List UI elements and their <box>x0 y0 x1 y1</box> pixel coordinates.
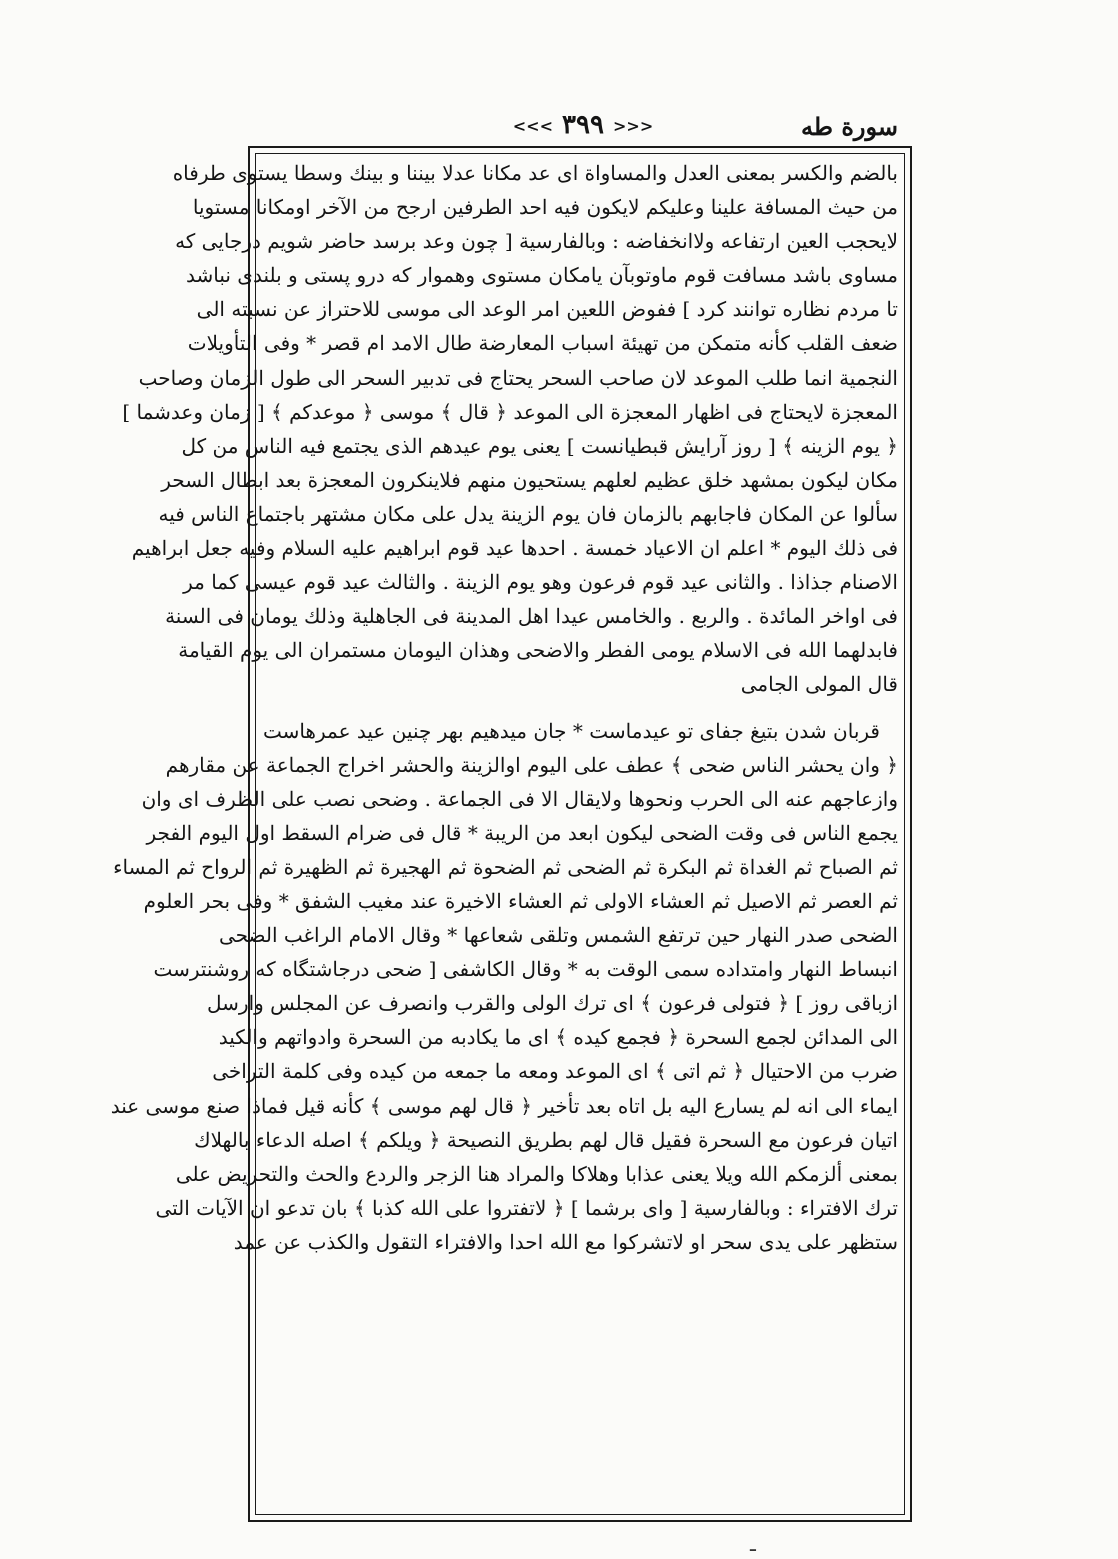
text-line: سألوا عن المكان فاجابهم بالزمان فان يوم الزينة يدل على مكان مشتهر باجتماع الناس فيه <box>158 501 898 526</box>
page-number: ٣٩٩ <box>562 110 604 140</box>
text-line: مساوى باشد مسافت قوم ماوتوبآن يامكان مستوى وهموار كه درو پستى و بلندى نباشد <box>185 263 898 288</box>
text-line: يجمع الناس فى وقت الضحى ليكون ابعد من الريبة * قال فى ضرام السقط اول اليوم الفجر <box>146 820 898 845</box>
ornament-left-icon: >>> <box>512 116 553 136</box>
text-line: ضعف القلب كأنه متمكن من تهيئة اسباب المعارضة طال الامد ام قصر * وفى التأويلات <box>187 331 898 356</box>
text-line: انبساط النهار وامتداده سمى الوقت به * وقال الكاشفى [ ضحى درجاشتگاه كه روشنترست <box>153 957 898 982</box>
text-frame <box>110 146 912 1522</box>
text-line: النجمية انما طلب الموعد لان صاحب السحر يحتاج فى تدبير السحر الى طول الزمان وصاحب <box>138 365 898 390</box>
text-line: تا مردم نظاره توانند كرد ] ففوض اللعين امر الوعد الى موسى للاحتراز عن نسبته الى <box>196 297 898 322</box>
text-line: ازباقى روز ] ﴿ فتولى فرعون ﴾ اى ترك الولى والقرب وانصرف عن المجلس وارسل <box>207 991 898 1016</box>
surah-name: سورة طه <box>801 112 898 141</box>
footer-mark: ـ <box>750 1532 756 1556</box>
text-line: المعجزة لايحتاج فى اظهار المعجزة الى الموعد ﴿ قال ﴾ موسى ﴿ موعدكم ﴾ [ زمان وعدشما ] <box>122 399 898 424</box>
page-number-group <box>268 110 898 140</box>
text-line: وازعاجهم عنه الى الحرب ونحوها ولايقال الا فى الجماعة . وضحى نصب على الظرف اى وان <box>141 786 898 811</box>
text-line: ﴿ يوم الزينه ﴾ [ روز آرايش قبطيانست ] يعنى يوم عيدهم الذى يجتمع فيه الناس من كل <box>181 433 898 458</box>
text-line: فابدلهما الله فى الاسلام يومى الفطر والاضحى وهذان اليومان مستمران الى يوم القيامة <box>178 638 898 663</box>
page-header <box>268 112 898 146</box>
verse-line: قربان شدن بتيغ جفاى تو عيدماست * جان ميدهيم بهر چنين عيد عمرهاست <box>262 718 880 743</box>
text-line: ثم العصر ثم الاصيل ثم العشاء الاولى ثم العشاء الاخيرة عند مغيب الشفق * وفى بحر العلوم <box>143 888 898 913</box>
text-line: ﴿ وان يحشر الناس ضحى ﴾ عطف على اليوم اوالزينة والحشر اخراج الجماعة عن مقارهم <box>165 752 898 777</box>
text-line: بمعنى ألزمكم الله ويلا يعنى عذابا وهلاكا والمراد هنا الزجر والردع والحث والتحريض على <box>175 1161 898 1186</box>
text-line: الى المدائن لجمع السحرة ﴿ فجمع كيده ﴾ اى ما يكادبه من السحرة وادواتهم والكيد <box>218 1025 898 1050</box>
paragraph-gap <box>262 702 898 714</box>
text-line: الضحى صدر النهار حين ترتفع الشمس وتلقى شعاعها * وقال الامام الراغب الضحى <box>218 923 898 948</box>
ornament-right-icon: <<< <box>613 116 654 136</box>
body-text <box>110 156 898 1510</box>
text-line: ترك الافتراء : وبالفارسية [ واى برشما ] ﴿ لاتفتروا على الله كذبا ﴾ بان تدعو ان الآيات التى <box>155 1195 898 1220</box>
text-line: اتيان فرعون مع السحرة فقيل قال لهم بطريق النصيحة ﴿ ويلكم ﴾ اصله الدعاء بالهلاك <box>194 1127 898 1152</box>
text-line: مكان ليكون بمشهد خلق عظيم لعلهم يستحيون منهم فلاينكرون المعجزة بعد ابطال السحر <box>161 467 898 492</box>
text-line: ستظهر على يدى سحر او لاتشركوا مع الله احدا والافتراء التقول والكذب عن عمد <box>233 1229 898 1254</box>
text-line: ضرب من الاحتيال ﴿ ثم اتى ﴾ اى الموعد ومعه ما جمعه من كيده وفى كلمة التراخى <box>212 1059 898 1084</box>
text-line: لايحجب العين ارتفاعه ولاانخفاضه : وبالفارسية [ چون وعد برسد حاضر شويم درجايى كه <box>175 229 898 254</box>
text-line: فى ذلك اليوم * اعلم ان الاعياد خمسة . احدها عيد قوم ابراهيم عليه السلام وفيه جعل ابراهيم <box>131 536 898 561</box>
text-line: ايماء الى انه لم يسارع اليه بل اتاه بعد تأخير ﴿ قال لهم موسى ﴾ كأنه قيل فماذا صنع موسى عند <box>110 1093 898 1118</box>
text-line: قال المولى الجامى <box>740 672 898 697</box>
text-line: بالضم والكسر بمعنى العدل والمساواة اى عد مكانا عدلا بيننا و بينك وسطا يستوى طرفاه <box>172 161 898 185</box>
text-line: فى اواخر المائدة . والربع . والخامس عيدا اهل المدينة فى الجاهلية وذلك يومان فى السنة <box>165 604 898 629</box>
text-line: من حيث المسافة علينا وعليكم لايكون فيه احد الطرفين ارجح من الآخر اومكانا مستويا <box>192 195 898 220</box>
text-line: الاصنام جذاذا . والثانى عيد قوم فرعون وهو يوم الزينة . والثالث عيد قوم عيسى كما مر <box>183 570 898 595</box>
text-line: ثم الصباح ثم الغداة ثم البكرة ثم الضحى ثم الضحوة ثم الهجيرة ثم الظهيرة ثم الرواح ثم المساء <box>113 854 898 879</box>
